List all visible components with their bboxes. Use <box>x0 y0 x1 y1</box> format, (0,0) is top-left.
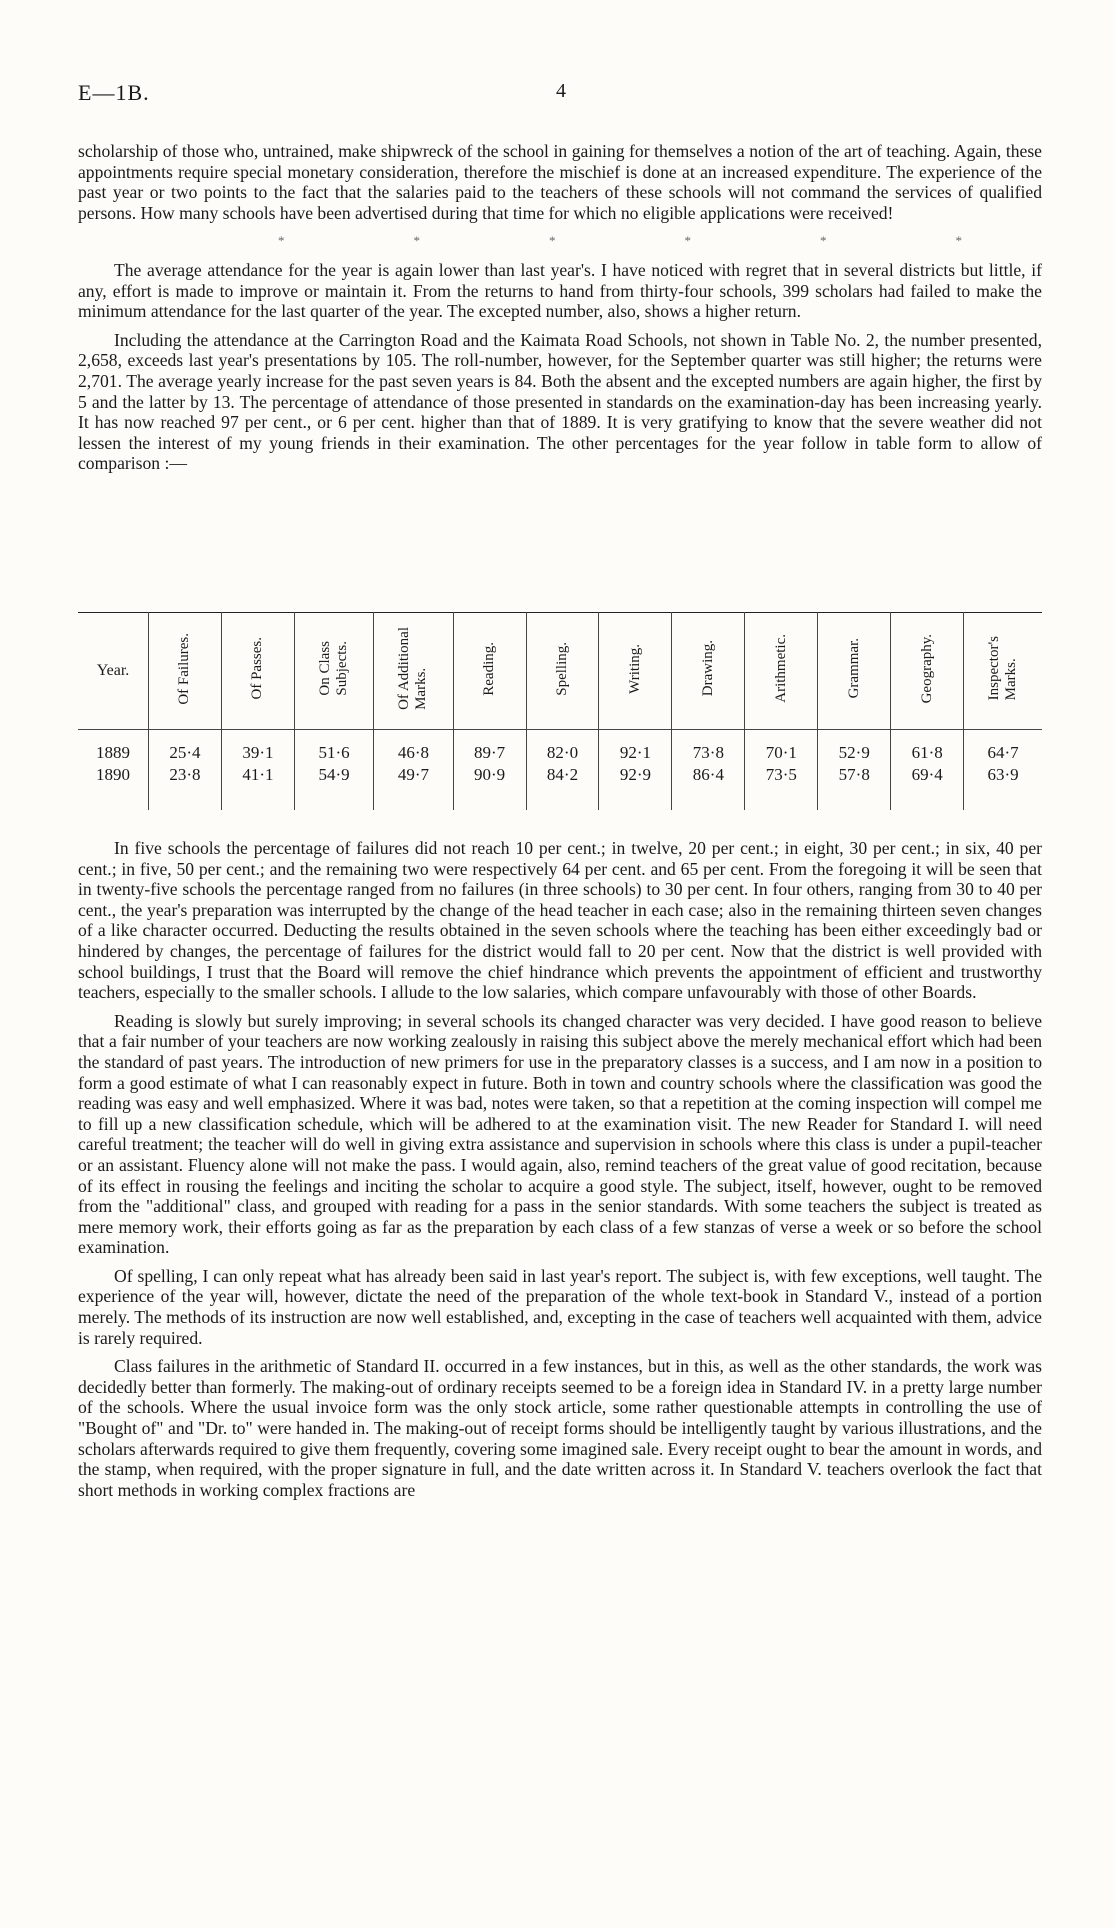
column-header-label: Spelling. <box>554 641 570 696</box>
column-header-label: Of Additional Marks. <box>396 627 430 710</box>
column-header-label: Drawing. <box>699 640 716 697</box>
failures-paragraph: In five schools the percentage of failures did not reach 10 per cent.; in twelve, 20 per cent.; in eight, 30 per cent.; in six, 40 per cent.; in five, 50 per cent.; and the remaining two were respectively 64 per cent. and 65 per cent. From the foregoing it will be seen that in twenty-five schools the percentage ranged from no failures (in three schools) to 30 per cent. In four others, ranging from 30 to 40 per cent., the year's preparation was interrupted by the change of the head teacher in each case; also in the remaining thirteen seven changes of a like character occurred. Deducting the results obtained in the seven schools where the teaching has been either exceedingly bad or hindered by changes, the percentage of failures for the district would fall to 20 per cent. Now that the district is well provided with school buildings, I trust that the Board will remove the chief hindrance which prevents the appointment of efficient and trustworthy teachers, especially to the smaller schools. I allude to the low salaries, which compare unfavourably with those of other Boards. <box>78 838 1042 1003</box>
table-cell: 86·4 <box>672 764 745 810</box>
table-header-row <box>78 613 1042 730</box>
asterisk: * <box>549 233 556 249</box>
table-cell: 41·1 <box>221 764 294 810</box>
column-header-label: Writing. <box>626 643 643 694</box>
column-header <box>745 613 818 730</box>
asterisk: * <box>955 233 962 249</box>
asterisk: * <box>278 233 285 249</box>
table-cell: 23·8 <box>149 764 222 810</box>
table-row <box>78 764 1042 810</box>
column-header <box>891 613 964 730</box>
table-cell: 54·9 <box>294 764 373 810</box>
arithmetic-paragraph: Class failures in the arithmetic of Standard II. occurred in a few instances, but in this, as well as the other standards, the work was decidedly better than formerly. The making-out of ordinary receipts seemed to be a foreign idea in Standard IV. in a pretty large number of the schools. Where the usual invoice form was the only stock article, some rather questionable attempts in controlling the use of "Bought of" and "Dr. to" were handed in. The making-out of receipt forms should be intelligently taught by various illustrations, and the scholars afterwards required to give them frequently, covering some imagined sale. Every receipt ought to bear the amount in words, and the stamp, when required, with the proper signature in full, and the date written across it. In Standard V. teachers overlook the fact that short methods in working complex fractions are <box>78 1356 1042 1500</box>
year-column-header: Year. <box>96 662 130 679</box>
table-cell: 52·9 <box>818 730 891 765</box>
text-after-table <box>78 838 1042 1508</box>
table-cell: 63·9 <box>964 764 1042 810</box>
table-cell: 61·8 <box>891 730 964 765</box>
column-header <box>964 613 1042 730</box>
table-cell: 92·1 <box>599 730 672 765</box>
asterisk: * <box>820 233 827 249</box>
column-header-label: On Class Subjects. <box>317 641 351 696</box>
column-header-label: Arithmetic. <box>772 634 789 703</box>
column-header-label: Of Failures. <box>176 632 193 705</box>
column-header-label: Reading. <box>481 641 498 696</box>
table-cell: 82·0 <box>526 730 599 765</box>
document-code: E—1B. <box>78 80 150 105</box>
section-break-asterisks <box>78 231 1042 252</box>
table-cell: 70·1 <box>745 730 818 765</box>
table-row <box>78 730 1042 765</box>
table-cell: 25·4 <box>149 730 222 765</box>
column-header <box>221 613 294 730</box>
column-header <box>526 613 599 730</box>
column-header <box>599 613 672 730</box>
attendance-paragraph: The average attendance for the year is again lower than last year's. I have noticed with regret that in several districts but little, if any, effort is made to improve or maintain it. From the returns to hand from thirty-four schools, 399 scholars had failed to make the minimum attendance for the last quarter of the year. The excepted number, also, shows a higher return. <box>78 259 1042 322</box>
intro-paragraph: scholarship of those who, untrained, make shipwreck of the school in gaining for themselves a notion of the art of teaching. Again, these appointments require special monetary consideration, therefore the mischief is done at an increased expenditure. The experience of the past year or two points to the fact that the salaries paid to the teachers of these schools will not command the services of qualified persons. How many schools have been advertised during that time for which no eligible applications were received! <box>78 141 1042 223</box>
column-header-label: Of Passes. <box>249 637 266 700</box>
column-header <box>374 613 453 730</box>
row-year: 1889 <box>96 743 130 762</box>
table-cell: 49·7 <box>374 764 453 810</box>
percentages-table <box>78 612 1042 810</box>
table-cell: 89·7 <box>453 730 526 765</box>
table-cell: 39·1 <box>221 730 294 765</box>
page-number: 4 <box>556 80 566 102</box>
table-cell: 46·8 <box>374 730 453 765</box>
asterisk: * <box>413 233 420 249</box>
column-header <box>672 613 745 730</box>
row-year: 1890 <box>96 765 130 784</box>
table-cell: 64·7 <box>964 730 1042 765</box>
table-cell: 51·6 <box>294 730 373 765</box>
asterisk: * <box>684 233 691 249</box>
spelling-paragraph: Of spelling, I can only repeat what has already been said in last year's report. The subject is, with few exceptions, well taught. The experience of the year will, however, dictate the need of the preparation of the whole text-book in Standard V., instead of a portion merely. The methods of its instruction are now well established, and, excepting in the case of teachers well acquainted with them, advice is rarely required. <box>78 1265 1042 1348</box>
column-header-label: Inspector's Marks. <box>986 636 1020 701</box>
column-header-label: Geography. <box>918 633 935 704</box>
reading-paragraph: Reading is slowly but surely improving; in several schools its changed character was very decided. I have good reason to believe that a fair number of your teachers are now working zealously in raising this subject above the merely mechanical effort which had been the standard of past years. The introduction of new primers for use in the preparatory classes is a success, and I am now in a position to form a good estimate of what I can reasonably expect in future. Both in town and country schools where the classification was good the reading was easy and well emphasized. Where it was bad, notes were taken, so that a repetition at the coming inspection will compel me to fill up a new classification schedule, which will be adhered to at the examination visit. The new Reader for Standard I. will need careful treatment; the teacher will do well in giving extra assistance and supervision in schools where this class is under a pupil-teacher or an assistant. Fluency alone will not make the pass. I would again, also, remind teachers of the great value of good recitation, because of its effect in rousing the feelings and inciting the scholar to acquire a good style. The subject, itself, however, ought to be removed from the "additional" class, and grouped with reading for a pass in the senior standards. With some teachers the subject is treated as mere memory work, their efforts going as far as the preparation by each class of a few stanzas of verse a week or so before the school examination. <box>78 1010 1042 1258</box>
table-cell: 69·4 <box>891 764 964 810</box>
column-header <box>294 613 373 730</box>
presentations-paragraph: Including the attendance at the Carrington Road and the Kaimata Road Schools, not shown in Table No. 2, the number presented, 2,658, exceeds last year's presentations by 105. The roll-number, however, for the September quarter was still higher; the returns were 2,701. The average yearly increase for the past seven years is 84. Both the absent and the excepted numbers are again higher, the first by 5 and the latter by 13. The percentage of attendance of those presented in standards on the examination-day has been increasing yearly. It has now reached 97 per cent., or 6 per cent. higher than that of 1889. It is very gratifying to know that the severe weather did not lessen the interest of my young friends in their examination. The other percentages for the year follow in table form to allow of comparison :— <box>78 329 1042 474</box>
column-header <box>453 613 526 730</box>
table-cell: 73·5 <box>745 764 818 810</box>
text-before-table <box>78 141 1042 482</box>
page-header <box>78 80 1038 110</box>
table-cell: 57·8 <box>818 764 891 810</box>
column-header <box>149 613 222 730</box>
table-cell: 92·9 <box>599 764 672 810</box>
table-cell: 84·2 <box>526 764 599 810</box>
column-header <box>818 613 891 730</box>
column-header-label: Grammar. <box>845 638 862 699</box>
table-cell: 90·9 <box>453 764 526 810</box>
table-cell: 73·8 <box>672 730 745 765</box>
